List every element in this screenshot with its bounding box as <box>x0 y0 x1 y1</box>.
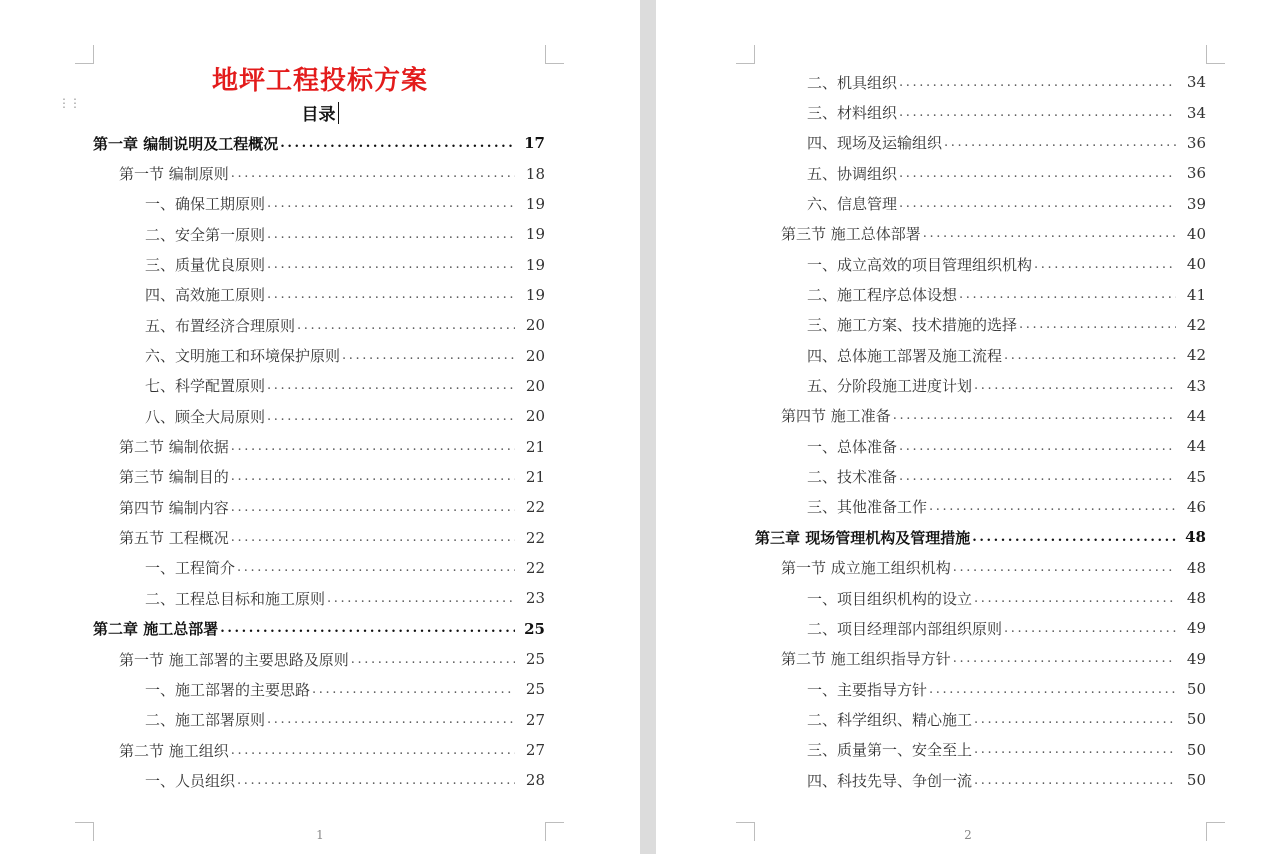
toc-page-number: 48 <box>1185 528 1206 547</box>
toc-subsection-entry[interactable] <box>656 370 1206 400</box>
toc-subsection-entry[interactable] <box>0 340 545 370</box>
toc-leader-dots <box>267 378 515 393</box>
crop-mark <box>1206 45 1225 64</box>
toc-page-number: 22 <box>525 558 545 577</box>
toc-subsection-entry[interactable] <box>656 97 1206 127</box>
toc-subsection-entry[interactable] <box>656 461 1206 491</box>
toc-leader-dots <box>280 136 515 151</box>
toc-entry-text: 一、项目组织机构的设立 <box>807 589 973 608</box>
toc-page-number: 41 <box>1186 285 1206 304</box>
toc-leader-dots <box>237 773 515 788</box>
toc-entry-text: 三、材料组织 <box>807 104 898 123</box>
toc-chapter-entry[interactable] <box>656 522 1206 552</box>
toc-entry-text: 第一节 施工部署的主要思路及原则 <box>119 650 349 669</box>
document-page-2 <box>656 0 1280 854</box>
toc-entry-text: 三、其他准备工作 <box>807 498 928 517</box>
toc-section-entry[interactable] <box>0 492 545 522</box>
crop-mark <box>736 45 755 64</box>
toc-entry-text: 二、施工部署原则 <box>145 711 266 730</box>
toc-section-entry[interactable] <box>0 644 545 674</box>
toc-section-entry[interactable] <box>0 431 545 461</box>
toc-entry-text: 五、分阶段施工进度计划 <box>807 377 973 396</box>
toc-subsection-entry[interactable] <box>0 553 545 583</box>
toc-entry-text: 二、机具组织 <box>807 73 898 92</box>
toc-page-number: 19 <box>525 225 545 244</box>
toc-page-number: 50 <box>1186 710 1206 729</box>
toc-page-number: 49 <box>1186 619 1206 638</box>
table-of-contents-continued <box>656 67 1206 795</box>
toc-page-number: 20 <box>525 376 545 395</box>
toc-leader-dots <box>974 742 1176 757</box>
toc-leader-dots <box>327 591 515 606</box>
toc-entry-text: 一、总体准备 <box>807 437 898 456</box>
toc-leader-dots <box>974 773 1176 788</box>
toc-page-number: 21 <box>525 437 545 456</box>
toc-leader-dots <box>351 652 515 667</box>
toc-subsection-entry[interactable] <box>656 492 1206 522</box>
toc-page-number: 39 <box>1186 194 1206 213</box>
toc-page-number: 48 <box>1186 558 1206 577</box>
toc-page-number: 42 <box>1186 346 1206 365</box>
toc-entry-text: 第二章 施工总部署 <box>93 620 219 639</box>
toc-entry-text: 一、确保工期原则 <box>145 195 266 214</box>
toc-leader-dots <box>267 257 515 272</box>
toc-subsection-entry[interactable] <box>656 704 1206 734</box>
toc-entry-text: 一、成立高效的项目管理组织机构 <box>807 255 1033 274</box>
toc-entry-text: 二、工程总目标和施工原则 <box>145 589 326 608</box>
toc-section-entry[interactable] <box>0 462 545 492</box>
toc-leader-dots <box>231 500 515 515</box>
toc-page-number: 44 <box>1186 437 1206 456</box>
toc-subsection-entry[interactable] <box>656 765 1206 795</box>
toc-leader-dots <box>231 469 515 484</box>
toc-page-number: 18 <box>525 164 545 183</box>
toc-leader-dots <box>267 409 515 424</box>
toc-page-number: 25 <box>525 680 545 699</box>
toc-entry-text: 六、文明施工和环境保护原则 <box>145 347 341 366</box>
toc-section-entry[interactable] <box>0 158 545 188</box>
toc-page-number: 34 <box>1186 73 1206 92</box>
toc-page-number: 22 <box>525 528 545 547</box>
page-number: 1 <box>316 828 324 842</box>
text-cursor <box>338 102 339 124</box>
toc-entry-text: 一、施工部署的主要思路 <box>145 680 311 699</box>
toc-subsection-entry[interactable] <box>656 310 1206 340</box>
toc-subsection-entry[interactable] <box>656 674 1206 704</box>
toc-subsection-entry[interactable] <box>656 128 1206 158</box>
toc-chapter-entry[interactable] <box>0 128 545 158</box>
toc-page-number: 40 <box>1186 224 1206 243</box>
toc-subsection-entry[interactable] <box>0 371 545 401</box>
toc-page-number: 20 <box>525 407 545 426</box>
toc-entry-text: 第三章 现场管理机构及管理措施 <box>755 528 971 547</box>
toc-page-number: 50 <box>1186 680 1206 699</box>
toc-leader-dots <box>893 408 1176 423</box>
toc-entry-text: 二、施工程序总体设想 <box>807 286 958 305</box>
toc-page-number: 44 <box>1186 406 1206 425</box>
toc-entry-text: 四、高效施工原则 <box>145 286 266 305</box>
toc-entry-text: 五、协调组织 <box>807 164 898 183</box>
toc-page-number: 25 <box>525 650 545 669</box>
toc-entry-text: 七、科学配置原则 <box>145 377 266 396</box>
toc-leader-dots <box>899 166 1176 181</box>
toc-subsection-entry[interactable] <box>0 765 545 795</box>
toc-subsection-entry[interactable] <box>0 219 545 249</box>
toc-subsection-entry[interactable] <box>656 340 1206 370</box>
toc-page-number: 42 <box>1186 315 1206 334</box>
toc-leader-dots <box>312 682 515 697</box>
toc-chapter-entry[interactable] <box>0 614 545 644</box>
toc-subsection-entry[interactable] <box>0 674 545 704</box>
toc-page-number: 19 <box>525 255 545 274</box>
toc-subsection-entry[interactable] <box>0 583 545 613</box>
toc-leader-dots <box>267 287 515 302</box>
toc-page-number: 28 <box>525 771 545 790</box>
toc-page-number: 40 <box>1186 255 1206 274</box>
toc-page-number: 27 <box>525 710 545 729</box>
toc-entry-text: 第四节 施工准备 <box>781 407 891 426</box>
toc-leader-dots <box>267 227 515 242</box>
toc-page-number: 25 <box>524 619 545 638</box>
toc-subsection-entry[interactable] <box>0 280 545 310</box>
toc-entry-text: 第二节 编制依据 <box>119 438 229 457</box>
toc-page-number: 45 <box>1186 467 1206 486</box>
toc-subsection-entry[interactable] <box>0 249 545 279</box>
toc-leader-dots <box>929 682 1176 697</box>
toc-page-number: 34 <box>1186 103 1206 122</box>
toc-leader-dots <box>899 439 1176 454</box>
toc-page-number: 20 <box>525 346 545 365</box>
toc-entry-text: 四、总体施工部署及施工流程 <box>807 346 1003 365</box>
toc-page-number: 20 <box>525 316 545 335</box>
toc-page-number: 17 <box>524 134 545 153</box>
toc-subsection-entry[interactable] <box>656 735 1206 765</box>
page-gutter <box>640 0 656 854</box>
toc-entry-text: 八、顾全大局原则 <box>145 407 266 426</box>
toc-page-number: 19 <box>525 285 545 304</box>
toc-page-number: 23 <box>525 589 545 608</box>
toc-subsection-entry[interactable] <box>656 279 1206 309</box>
toc-entry-text: 二、安全第一原则 <box>145 225 266 244</box>
toc-subsection-entry[interactable] <box>0 310 545 340</box>
toc-page-number: 46 <box>1186 497 1206 516</box>
toc-subsection-entry[interactable] <box>656 249 1206 279</box>
toc-leader-dots <box>953 651 1176 666</box>
toc-page-number: 49 <box>1186 649 1206 668</box>
toc-leader-dots <box>237 560 515 575</box>
toc-subsection-entry[interactable] <box>0 401 545 431</box>
table-of-contents <box>0 128 545 796</box>
toc-entry-text: 三、质量优良原则 <box>145 256 266 275</box>
toc-entry-text: 第一节 编制原则 <box>119 165 229 184</box>
toc-leader-dots <box>974 378 1176 393</box>
document-title[interactable]: 地坪工程投标方案 <box>211 66 428 96</box>
toc-leader-dots <box>1004 348 1176 363</box>
toc-section-entry[interactable] <box>656 219 1206 249</box>
toc-page-number: 36 <box>1186 133 1206 152</box>
toc-heading[interactable] <box>0 96 640 125</box>
toc-leader-dots <box>267 196 515 211</box>
toc-entry-text: 二、技术准备 <box>807 468 898 487</box>
toc-leader-dots <box>974 591 1176 606</box>
toc-subsection-entry[interactable] <box>656 188 1206 218</box>
toc-entry-text: 第二节 施工组织指导方针 <box>781 650 951 669</box>
toc-entry-text: 第三节 施工总体部署 <box>781 225 921 244</box>
toc-leader-dots <box>231 439 515 454</box>
toc-page-number: 43 <box>1186 376 1206 395</box>
toc-leader-dots <box>231 743 515 758</box>
toc-leader-dots <box>231 530 515 545</box>
toc-leader-dots <box>231 166 515 181</box>
toc-entry-text: 六、信息管理 <box>807 195 898 214</box>
toc-leader-dots <box>1034 257 1176 272</box>
toc-leader-dots <box>959 287 1176 302</box>
toc-leader-dots <box>297 318 515 333</box>
toc-entry-text: 三、施工方案、技术措施的选择 <box>807 316 1018 335</box>
drag-handle-icon[interactable]: ⋮⋮ <box>58 96 80 110</box>
toc-page-number: 19 <box>525 194 545 213</box>
toc-page-number: 50 <box>1186 771 1206 790</box>
toc-entry-text: 四、科技先导、争创一流 <box>807 771 973 790</box>
toc-leader-dots <box>267 712 515 727</box>
toc-entry-text: 第一章 编制说明及工程概况 <box>93 134 279 153</box>
toc-entry-text: 一、人员组织 <box>145 771 236 790</box>
toc-entry-text: 五、布置经济合理原则 <box>145 316 296 335</box>
toc-subsection-entry[interactable] <box>0 705 545 735</box>
toc-entry-text: 第一节 成立施工组织机构 <box>781 559 951 578</box>
toc-page-number: 22 <box>525 498 545 517</box>
toc-subsection-entry[interactable] <box>0 189 545 219</box>
toc-page-number: 50 <box>1186 740 1206 759</box>
toc-page-number: 21 <box>525 467 545 486</box>
toc-leader-dots <box>929 499 1176 514</box>
toc-entry-text: 二、项目经理部内部组织原则 <box>807 619 1003 638</box>
toc-subsection-entry[interactable] <box>656 431 1206 461</box>
toc-entry-text: 二、科学组织、精心施工 <box>807 710 973 729</box>
toc-leader-dots <box>953 560 1176 575</box>
toc-subsection-entry[interactable] <box>656 583 1206 613</box>
toc-section-entry[interactable] <box>0 522 545 552</box>
toc-leader-dots <box>899 75 1176 90</box>
toc-section-entry[interactable] <box>0 735 545 765</box>
toc-page-number: 48 <box>1186 589 1206 608</box>
toc-entry-text: 第五节 工程概况 <box>119 529 229 548</box>
toc-subsection-entry[interactable] <box>656 613 1206 643</box>
toc-section-entry[interactable] <box>656 644 1206 674</box>
toc-section-entry[interactable] <box>656 401 1206 431</box>
toc-entry-text: 第二节 施工组织 <box>119 741 229 760</box>
toc-subsection-entry[interactable] <box>656 158 1206 188</box>
toc-leader-dots <box>220 621 515 636</box>
toc-entry-text: 第三节 编制目的 <box>119 468 229 487</box>
toc-entry-text: 一、工程简介 <box>145 559 236 578</box>
toc-leader-dots <box>342 348 515 363</box>
toc-leader-dots <box>944 135 1176 150</box>
toc-leader-dots <box>1004 621 1176 636</box>
toc-leader-dots <box>974 712 1176 727</box>
toc-section-entry[interactable] <box>656 553 1206 583</box>
toc-leader-dots <box>972 530 1176 545</box>
toc-leader-dots <box>1019 317 1176 332</box>
toc-leader-dots <box>923 226 1176 241</box>
toc-subsection-entry[interactable] <box>656 67 1206 97</box>
toc-heading-text: 目录 <box>301 105 336 125</box>
toc-entry-text: 一、主要指导方针 <box>807 680 928 699</box>
toc-entry-text: 第四节 编制内容 <box>119 498 229 517</box>
toc-leader-dots <box>899 105 1176 120</box>
toc-entry-text: 四、现场及运输组织 <box>807 134 943 153</box>
toc-page-number: 36 <box>1186 164 1206 183</box>
toc-leader-dots <box>899 469 1176 484</box>
toc-page-number: 27 <box>525 741 545 760</box>
page-number: 2 <box>964 828 972 842</box>
toc-leader-dots <box>899 196 1176 211</box>
toc-entry-text: 三、质量第一、安全至上 <box>807 741 973 760</box>
